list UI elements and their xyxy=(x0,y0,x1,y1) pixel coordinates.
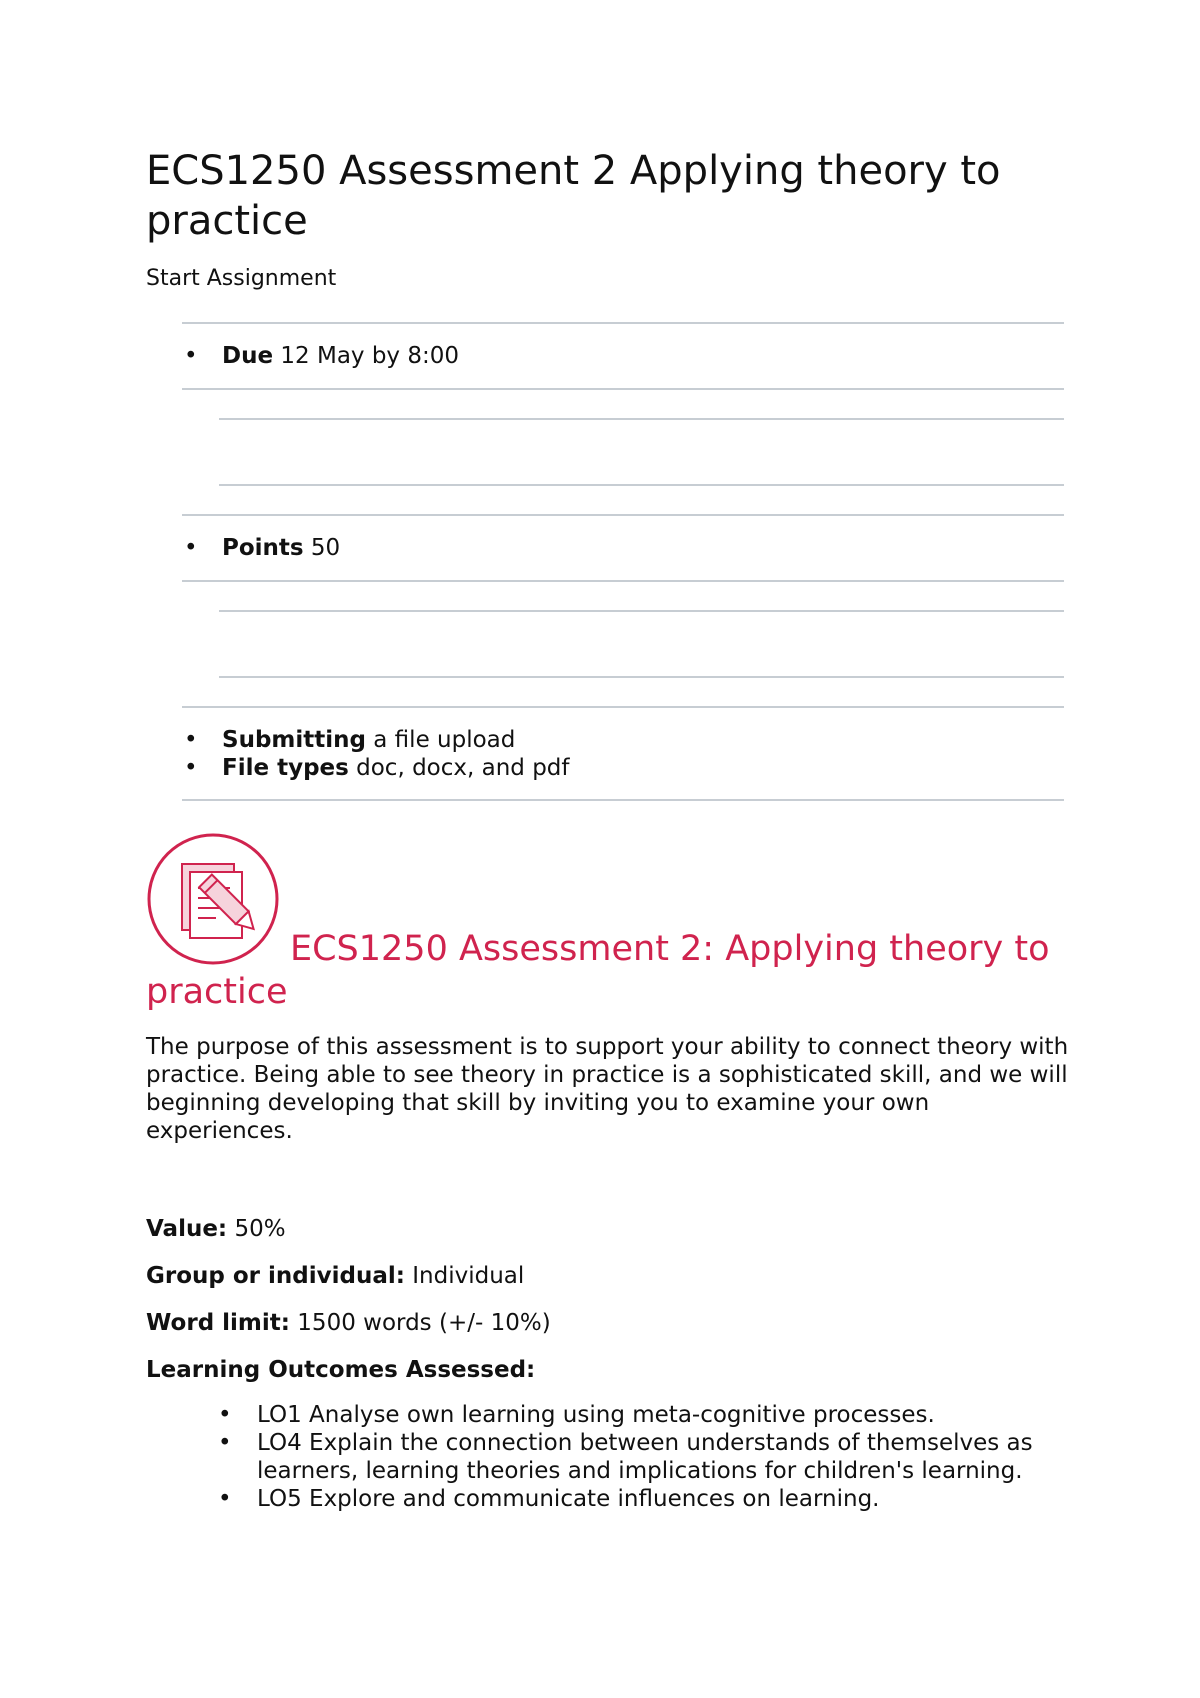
divider xyxy=(182,580,1064,582)
group-label: Group or individual: xyxy=(146,1263,405,1289)
bullet: • xyxy=(218,1402,232,1428)
outcome-text: LO5 Explore and communicate influences on learning. xyxy=(257,1486,880,1512)
section-title xyxy=(146,928,1086,1014)
due-value: 12 May by 8:00 xyxy=(280,343,459,369)
outcomes-heading-text: Learning Outcomes Assessed: xyxy=(146,1357,536,1383)
due-detail xyxy=(182,342,459,370)
submitting-label: Submitting xyxy=(222,727,366,753)
group-row xyxy=(146,1262,524,1290)
purpose-paragraph: The purpose of this assessment is to support your ability to connect theory with practice. Being able to see theory in practice is a sophisticated skill, and we will beginning developing that skill by inviting you to examine your own experiences. xyxy=(146,1034,1069,1144)
file-types-value: doc, docx, and pdf xyxy=(356,755,570,781)
divider xyxy=(219,418,1064,420)
outcome-text: LO1 Analyse own learning using meta-cognitive processes. xyxy=(257,1402,935,1428)
section-title-text: ECS1250 Assessment 2: Applying theory to practice xyxy=(146,929,1050,1012)
points-value: 50 xyxy=(310,535,341,561)
start-assignment-link[interactable]: Start Assignment xyxy=(146,266,337,291)
word-limit-row xyxy=(146,1309,551,1337)
submitting-value: a file upload xyxy=(373,727,516,753)
divider xyxy=(182,706,1064,708)
due-label: Due xyxy=(222,343,274,369)
bullet: • xyxy=(218,1486,232,1512)
outcomes-heading xyxy=(146,1356,535,1384)
divider xyxy=(182,322,1064,324)
file-types-label: File types xyxy=(222,755,349,781)
list-item xyxy=(146,1429,1076,1485)
divider xyxy=(182,799,1064,801)
bullet: • xyxy=(184,727,198,753)
list-item xyxy=(146,1485,1076,1513)
bullet: • xyxy=(184,343,198,369)
word-limit-label: Word limit: xyxy=(146,1310,290,1336)
divider xyxy=(219,610,1064,612)
submitting-detail xyxy=(182,726,515,754)
page-title: ECS1250 Assessment 2 Applying theory to practice xyxy=(146,148,1001,244)
points-detail xyxy=(182,534,340,562)
divider xyxy=(182,388,1064,390)
value-label: Value: xyxy=(146,1216,228,1242)
divider xyxy=(219,676,1064,678)
outcomes-list xyxy=(146,1401,1076,1513)
points-label: Points xyxy=(222,535,304,561)
list-item xyxy=(146,1401,1076,1429)
group-value: Individual xyxy=(412,1263,525,1289)
bullet: • xyxy=(218,1430,232,1456)
bullet: • xyxy=(184,755,198,781)
divider xyxy=(182,514,1064,516)
divider xyxy=(219,484,1064,486)
outcome-text: LO4 Explain the connection between understands of themselves as learners, learning theories and implications for children's learning. xyxy=(257,1430,1033,1484)
file-types-detail xyxy=(182,754,570,782)
value-value: 50% xyxy=(234,1216,286,1242)
value-row xyxy=(146,1215,286,1243)
word-limit-value: 1500 words (+/- 10%) xyxy=(297,1310,551,1336)
bullet: • xyxy=(184,535,198,561)
